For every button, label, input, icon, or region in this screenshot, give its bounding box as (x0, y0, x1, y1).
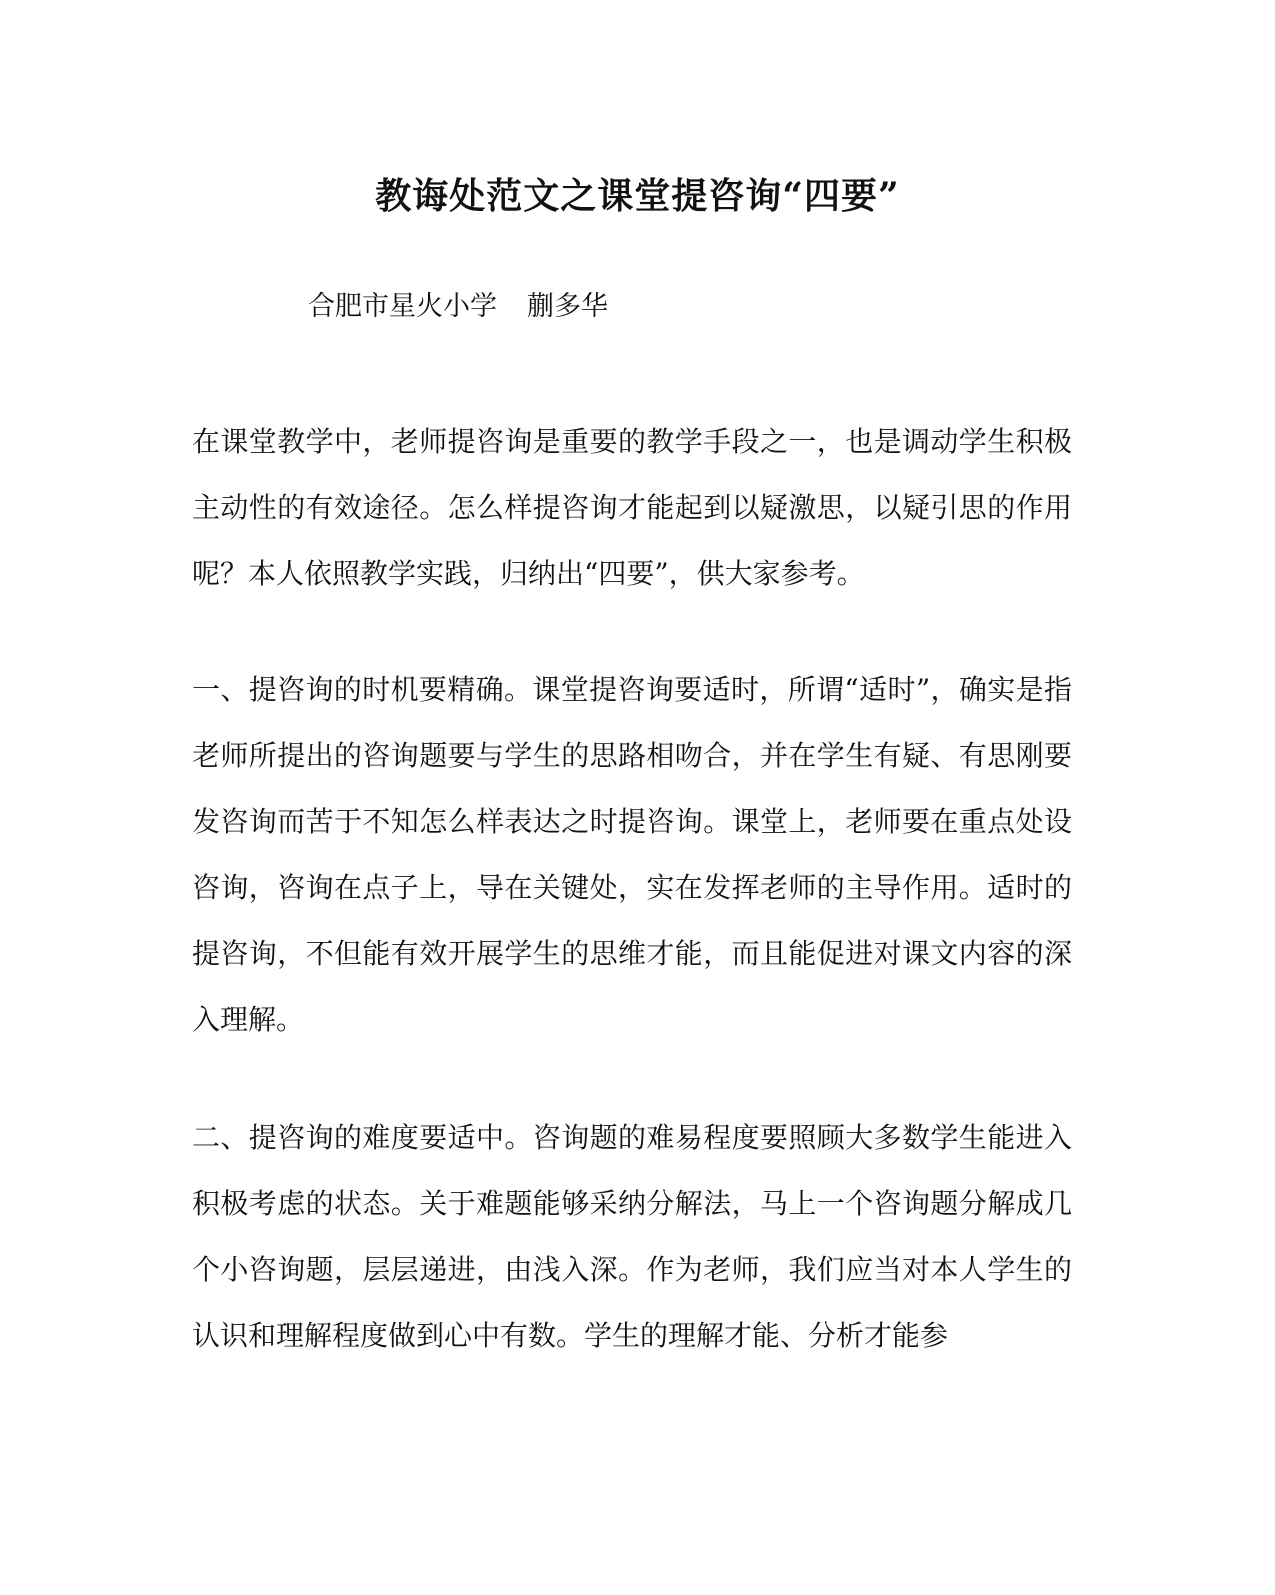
byline-school: 合肥市星火小学 (308, 291, 497, 322)
document-title: 教诲处范文之课堂提咨询“四要” (375, 175, 900, 217)
byline (308, 285, 608, 329)
paragraph-intro: 在课堂教学中，老师提咨询是重要的教学手段之一，也是调动学生积极主动性的有效途径。怎么样提咨询才能起到以疑激思，以疑引思的作用呢？本人依照教学实践，归纳出“四要”，供大家参考。 (192, 425, 1072, 590)
paragraph-section-two: 二、提咨询的难度要适中。咨询题的难易程度要照顾大多数学生能进入积极考虑的状态。关于难题能够采纳分解法，马上一个咨询题分解成几个小咨询题，层层递进，由浅入深。作为老师，我们应当对本人学生的认识和理解程度做到心中有数。学生的理解才能、分析才能参 (192, 1121, 1072, 1352)
byline-author: 蒯多华 (527, 291, 608, 322)
paragraph-section-one: 一、提咨询的时机要精确。课堂提咨询要适时，所谓“适时”，确实是指老师所提出的咨询题要与学生的思路相吻合，并在学生有疑、有思刚要发咨询而苦于不知怎么样表达之时提咨询。课堂上，老师要在重点处设咨询，咨询在点子上，导在关键处，实在发挥老师的主导作用。适时的提咨询，不但能有效开展学生的思维才能，而且能促进对课文内容的深入理解。 (192, 673, 1072, 1036)
